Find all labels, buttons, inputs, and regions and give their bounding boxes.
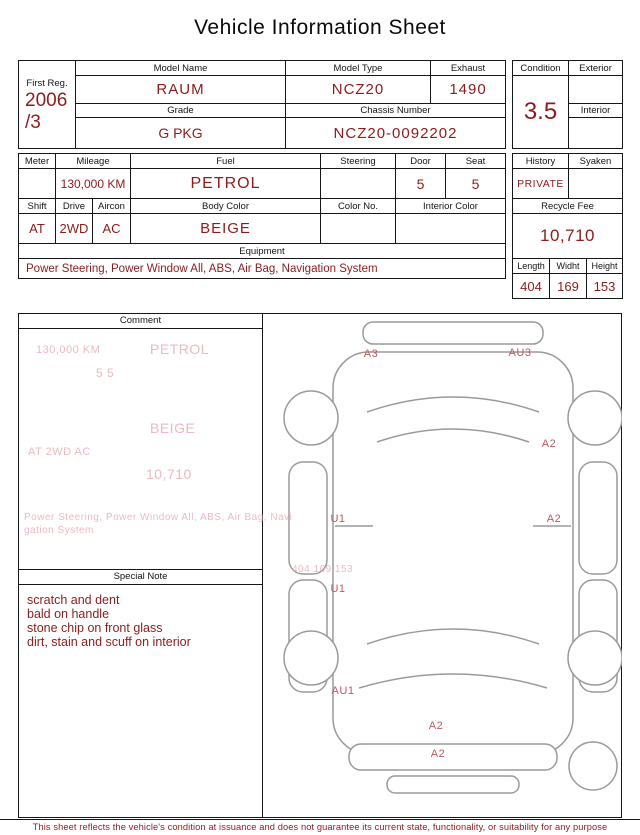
seat-label: Seat bbox=[446, 154, 506, 169]
front-left-wheel bbox=[284, 631, 338, 685]
height-label: Height bbox=[587, 259, 623, 274]
aircon-label: Aircon bbox=[93, 199, 131, 214]
damage-marker-a3: A3 bbox=[363, 348, 379, 360]
model-type-value: NCZ20 bbox=[286, 76, 431, 104]
fuel-value: PETROL bbox=[131, 169, 321, 199]
recycle-fee-label: Recycle Fee bbox=[513, 199, 623, 214]
front-right-wheel bbox=[568, 631, 622, 685]
syaken-value bbox=[569, 169, 623, 199]
steering-label: Steering bbox=[321, 154, 396, 169]
rear-left-wheel bbox=[284, 391, 338, 445]
damage-marker-a2: A2 bbox=[428, 720, 444, 732]
ghost-text: AT 2WD AC bbox=[28, 446, 91, 458]
fuel-label: Fuel bbox=[131, 154, 321, 169]
ghost-text: BEIGE bbox=[150, 420, 196, 436]
right-front-door-panel bbox=[579, 462, 617, 574]
meter-value bbox=[19, 169, 56, 199]
interior-color-label: Interior Color bbox=[396, 199, 506, 214]
exhaust-value: 1490 bbox=[431, 76, 506, 104]
steering-value bbox=[321, 169, 396, 199]
page-title: Vehicle Information Sheet bbox=[194, 16, 446, 39]
height-value: 153 bbox=[587, 274, 623, 299]
condition-table bbox=[512, 60, 623, 149]
syaken-label: Syaken bbox=[569, 154, 623, 169]
mileage-label: Mileage bbox=[56, 154, 131, 169]
identity-table bbox=[18, 60, 506, 149]
rear-right-wheel bbox=[568, 391, 622, 445]
chassis-number-value: NCZ20-0092202 bbox=[286, 118, 506, 149]
model-name-value: RAUM bbox=[76, 76, 286, 104]
damage-marker-a2: A2 bbox=[541, 438, 557, 450]
ghost-text: 5 5 bbox=[96, 366, 115, 380]
special-note-line: stone chip on front glass bbox=[27, 621, 163, 635]
drive-label: Drive bbox=[56, 199, 93, 214]
special-note-box bbox=[19, 569, 263, 817]
front-bumper bbox=[349, 744, 557, 770]
mileage-value: 130,000 KM bbox=[56, 169, 131, 199]
length-value: 404 bbox=[513, 274, 550, 299]
recycle-fee-value: 10,710 bbox=[513, 214, 623, 259]
body-color-label: Body Color bbox=[131, 199, 321, 214]
damage-marker-au3: AU3 bbox=[508, 347, 532, 359]
seat-value: 5 bbox=[446, 169, 506, 199]
comment-header: Comment bbox=[19, 314, 262, 329]
damage-marker-a2: A2 bbox=[430, 748, 446, 760]
door-value: 5 bbox=[396, 169, 446, 199]
color-no-label: Color No. bbox=[321, 199, 396, 214]
history-value: PRIVATE bbox=[513, 169, 569, 199]
ghost-text: gation System bbox=[24, 525, 94, 536]
shift-value: AT bbox=[19, 214, 56, 244]
first-reg-cell bbox=[19, 61, 76, 149]
grade-label: Grade bbox=[76, 104, 286, 118]
door-label: Door bbox=[396, 154, 446, 169]
footer bbox=[0, 819, 640, 832]
ghost-text: 404 169 153 bbox=[292, 564, 354, 575]
special-note-line: scratch and dent bbox=[27, 593, 120, 607]
length-label: Length bbox=[513, 259, 550, 274]
aircon-value: AC bbox=[93, 214, 131, 244]
ghost-text: Power Steering, Power Window All, ABS, Air Bag, Navi bbox=[24, 512, 293, 523]
damage-marker-u1: U1 bbox=[330, 513, 346, 525]
left-front-door-panel bbox=[289, 462, 327, 574]
history-fee-table bbox=[512, 153, 623, 299]
equipment-value: Power Steering, Power Window All, ABS, Air Bag, Navigation System bbox=[19, 259, 506, 279]
interior-label: Interior bbox=[569, 104, 623, 118]
special-note-line: bald on handle bbox=[27, 607, 110, 621]
damage-marker-u1: U1 bbox=[330, 583, 346, 595]
meter-label: Meter bbox=[19, 154, 56, 169]
exterior-label: Exterior bbox=[569, 61, 623, 76]
body-color-value: BEIGE bbox=[131, 214, 321, 244]
spare-wheel bbox=[569, 742, 617, 790]
interior-color-value bbox=[396, 214, 506, 244]
model-type-label: Model Type bbox=[286, 61, 431, 76]
ghost-text: PETROL bbox=[150, 341, 210, 357]
chassis-number-label: Chassis Number bbox=[286, 104, 506, 118]
ghost-text: 130,000 KM bbox=[36, 344, 101, 356]
first-reg-label: First Reg. bbox=[26, 78, 68, 90]
color-no-value bbox=[321, 214, 396, 244]
history-label: History bbox=[513, 154, 569, 169]
width-label: Widht bbox=[550, 259, 587, 274]
exhaust-label: Exhaust bbox=[431, 61, 506, 76]
width-value: 169 bbox=[550, 274, 587, 299]
front-lower-strip bbox=[387, 776, 519, 793]
interior-value bbox=[569, 118, 623, 149]
first-reg-value-line1: 2006 bbox=[25, 90, 68, 112]
special-note-line: dirt, stain and scuff on interior bbox=[27, 635, 191, 649]
grade-value: G PKG bbox=[76, 118, 286, 149]
car-body bbox=[333, 352, 573, 754]
special-note-lines bbox=[19, 585, 262, 657]
condition-label: Condition bbox=[513, 61, 569, 76]
exterior-value bbox=[569, 76, 623, 104]
equipment-label: Equipment bbox=[19, 244, 506, 259]
special-note-header: Special Note bbox=[19, 570, 262, 585]
drive-value: 2WD bbox=[56, 214, 93, 244]
damage-marker-au1: AU1 bbox=[331, 685, 355, 697]
rear-bumper bbox=[363, 322, 543, 344]
ghost-text: 10,710 bbox=[146, 466, 192, 482]
disclaimer-text: This sheet reflects the vehicle's condition at issuance and does not guarantee its current state, functionality, or suitability for any purpose bbox=[32, 822, 608, 832]
model-name-label: Model Name bbox=[76, 61, 286, 76]
condition-value: 3.5 bbox=[513, 76, 569, 149]
damage-marker-a2: A2 bbox=[546, 513, 562, 525]
spec-table bbox=[18, 153, 506, 279]
shift-label: Shift bbox=[19, 199, 56, 214]
first-reg-value-line2: /3 bbox=[25, 112, 41, 133]
